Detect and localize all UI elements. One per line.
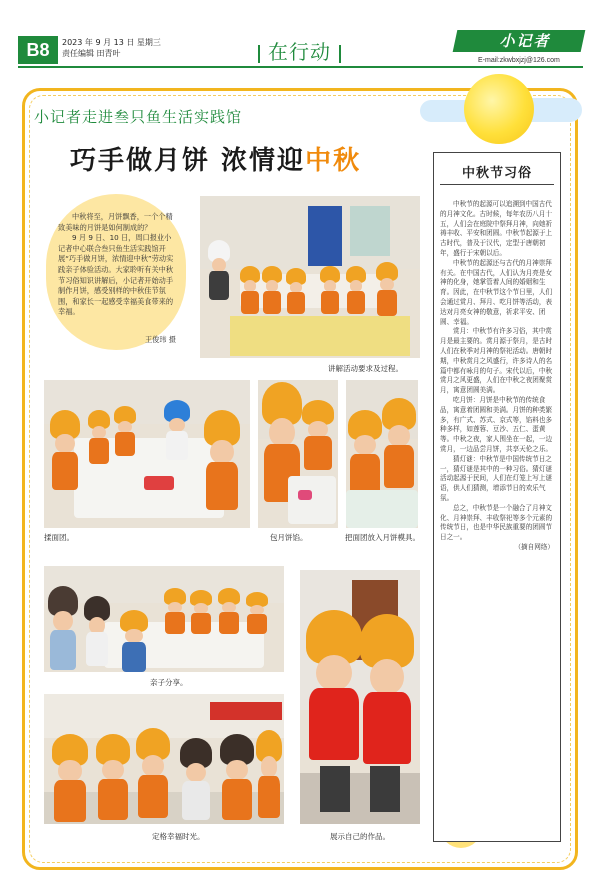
headline-main: 巧手做月饼 浓情迎 [70, 146, 306, 176]
photo-caption: 定格幸福时光。 [152, 832, 205, 841]
contact-email: E-mail:zkwbxjzj@126.com [478, 57, 560, 64]
photo-caption: 把面团放入月饼模具。 [345, 533, 420, 542]
photo-caption: 展示自己的作品。 [330, 832, 390, 841]
headline-highlight: 中秋 [305, 146, 362, 176]
brand-name: 小记者 [499, 32, 551, 50]
issue-date: 2023 年 9 月 13 日 星期三 [62, 38, 161, 47]
photo-sharing [44, 566, 284, 672]
photo-showcase [300, 570, 420, 824]
section-bar-right [339, 45, 341, 63]
photo-caption: 包月饼馅。 [270, 533, 308, 542]
issue-editor: 责任编辑 田青叶 [62, 49, 121, 58]
sidebar-paragraph: 猜灯谜：中秋节是中国传统节日之一，猜灯谜是其中的一种习俗。猜灯谜活动起源于民间，人们在灯笼上写上谜语，供人们猜测，增添节日的欢乐气氛。 [440, 454, 553, 502]
sidebar-title: 中秋节习俗 [461, 166, 532, 181]
intro-paragraph: 中秋将至，月饼飘香，一个个精致美味的月饼是如何制成的？ [58, 212, 173, 232]
sidebar-paragraph: 总之，中秋节是一个融合了月神文化、月神崇拜、丰收祭祀等多个元素的传统节日，也是中华民族重要的团圆节日之一。 [440, 503, 553, 542]
sidebar-paragraph: 中秋节的起源还与古代的月神崇拜有关。在中国古代，人们认为月亮是女神的化身，她掌管着人间的婚姻和生育。因此，在中秋节这个节日里，人们会通过赏月、拜月、吃月饼等活动，表达对月亮女神的敬意，祈求平安、团圆、幸福。 [440, 258, 553, 326]
sidebar-paragraph: 中秋节的起源可以追溯到中国古代的月神文化。古时候，每年农历八月十五，人们会在庭院中祭拜月神，向她祈祷丰收、平安和团圆。中秋节起源于上古时代，普及于汉代，定型于唐朝初年，盛行于宋朝以后。 [440, 200, 553, 257]
photo-caption: 揉面团。 [44, 533, 74, 542]
header-rule [18, 66, 583, 68]
sidebar-paragraph: 吃月饼：月饼是中秋节的传统食品，寓意着团圆和美满。月饼的种类繁多，有广式、苏式、京式等，馅料也多种多样，如莲蓉、豆沙、五仁、蛋黄等。中秋之夜，家人围坐在一起，一边赏月，一边品尝月饼，共享天伦之乐。 [440, 395, 553, 453]
article-headline [70, 140, 361, 177]
photo-mould [346, 380, 418, 528]
sidebar-source: （摘自网络） [514, 542, 554, 551]
page-header [0, 0, 600, 72]
page-number-badge: B8 [18, 36, 58, 64]
sidebar-title-rule [440, 184, 554, 185]
photo-group [44, 694, 284, 824]
photo-kneading [44, 380, 250, 528]
photo-caption: 亲子分享。 [150, 678, 188, 687]
sidebar-text [440, 200, 554, 832]
photo-caption: 讲解活动要求及过程。 [328, 364, 403, 373]
issue-info [62, 37, 161, 59]
section-title [250, 36, 349, 65]
section-bar-left [258, 45, 260, 63]
intro-paragraph: 9 月 9 日、10 日，周口报业小记者中心联合叁只鱼生活实践馆开展“巧手做月饼，浓情迎中秋”劳动实践亲子体验活动。大家聆听有关中秋节习俗知识讲解后，小记者开始动手制作月饼，感受别样的中秋佳节氛围，和家长一起感受幸福美食带来的幸福。 [58, 233, 174, 317]
full-moon-icon [464, 74, 534, 144]
sidebar-paragraph: 赏月：中秋节有许多习俗，其中赏月是最主要的。赏月源于祭月，是古时人们在秋季对月神的祭祀活动。唐朝时期，中秋赏月之风盛行，许多诗人的名篇中都有咏月的句子。宋代以后，中秋赏月之风更盛，人们在中秋之夜团聚赏月，寓意团圆美满。 [440, 327, 553, 395]
section-name: 在行动 [268, 40, 331, 64]
photo-filling [258, 380, 338, 528]
intro-text [58, 212, 176, 318]
photo-byline: 王俊玮 摄 [144, 335, 176, 344]
article-kicker: 小记者走进叁只鱼生活实践馆 [34, 108, 243, 126]
photo-lecture [200, 196, 420, 358]
